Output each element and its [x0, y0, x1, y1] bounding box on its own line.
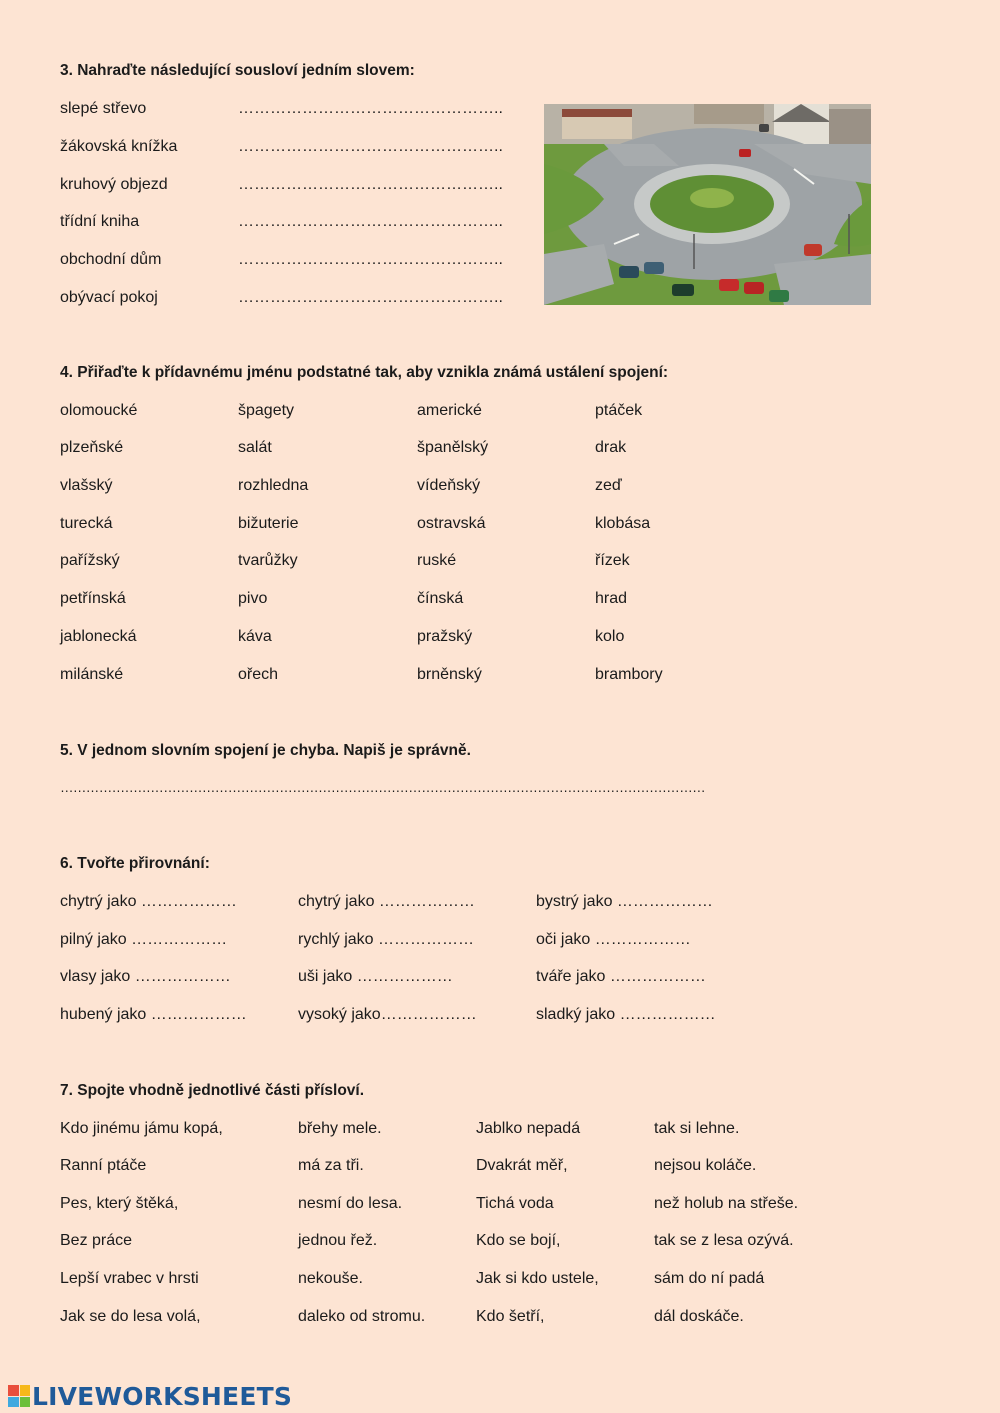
proverb-part[interactable]: Jak si kdo ustele,: [476, 1270, 599, 1287]
proverb-part[interactable]: sám do ní padá: [654, 1270, 765, 1287]
noun-item[interactable]: špagety: [238, 402, 295, 419]
noun-item[interactable]: rozhledna: [238, 477, 309, 494]
comparison-item[interactable]: sladký jako ………………: [536, 1006, 716, 1023]
noun-item[interactable]: salát: [238, 439, 272, 456]
answer-blank[interactable]: …………………………………………..: [238, 213, 503, 230]
noun-item[interactable]: bižuterie: [238, 515, 299, 532]
proverb-part[interactable]: jednou řež.: [298, 1232, 378, 1249]
comparison-item[interactable]: chytrý jako ………………: [60, 893, 237, 910]
proverb-part[interactable]: břehy mele.: [298, 1120, 382, 1137]
noun-item[interactable]: hrad: [595, 590, 628, 607]
comparison-item[interactable]: bystrý jako ………………: [536, 893, 713, 910]
proverb-part[interactable]: nesmí do lesa.: [298, 1195, 403, 1212]
proverb-part[interactable]: Lepší vrabec v hrsti: [60, 1270, 199, 1287]
noun-item[interactable]: zeď: [595, 477, 622, 494]
proverb-part[interactable]: Ranní ptáče: [60, 1157, 147, 1174]
adjective-item[interactable]: pražský: [417, 628, 473, 645]
proverb-part[interactable]: nejsou koláče.: [654, 1157, 757, 1174]
adjective-item[interactable]: španělský: [417, 439, 489, 456]
comparison-item[interactable]: pilný jako ………………: [60, 931, 228, 948]
proverb-part[interactable]: Jablko nepadá: [476, 1120, 581, 1137]
adjective-item[interactable]: vídeňský: [417, 477, 481, 494]
section-4-heading: 4. Přiřaďte k přídavnému jménu podstatné tak, aby vznikla známá ustálení spojení:: [60, 364, 669, 381]
phrase-item: slepé střevo: [60, 100, 147, 117]
proverb-part[interactable]: dál doskáče.: [654, 1308, 744, 1325]
comparison-item[interactable]: hubený jako ………………: [60, 1006, 247, 1023]
comparison-item[interactable]: vlasy jako ………………: [60, 968, 231, 985]
phrase-item: třídní kniha: [60, 213, 140, 230]
adjective-item[interactable]: plzeňské: [60, 439, 124, 456]
roundabout-photo: [544, 104, 871, 305]
phrase-item: kruhový objezd: [60, 176, 168, 193]
answer-line[interactable]: ……………………………………………………………………………………………………………………………………: [60, 780, 706, 795]
proverb-part[interactable]: Jak se do lesa volá,: [60, 1308, 201, 1325]
proverb-part[interactable]: než holub na střeše.: [654, 1195, 799, 1212]
proverb-part[interactable]: Dvakrát měř,: [476, 1157, 568, 1174]
answer-blank[interactable]: …………………………………………..: [238, 176, 503, 193]
adjective-item[interactable]: vlašský: [60, 477, 113, 494]
proverb-part[interactable]: má za tři.: [298, 1157, 364, 1174]
logo-cubes-icon: [8, 1385, 30, 1407]
proverb-part[interactable]: tak si lehne.: [654, 1120, 740, 1137]
noun-item[interactable]: pivo: [238, 590, 268, 607]
proverb-part[interactable]: Pes, který štěká,: [60, 1195, 179, 1212]
answer-blank[interactable]: …………………………………………..: [238, 138, 503, 155]
noun-item[interactable]: řízek: [595, 552, 630, 569]
phrase-item: obchodní dům: [60, 251, 162, 268]
proverb-part[interactable]: Bez práce: [60, 1232, 133, 1249]
section-7-heading: 7. Spojte vhodně jednotlivé části přísloví.: [60, 1082, 365, 1099]
proverb-part[interactable]: Kdo šetří,: [476, 1308, 545, 1325]
adjective-item[interactable]: americké: [417, 402, 482, 419]
proverb-part[interactable]: daleko od stromu.: [298, 1308, 426, 1325]
noun-item[interactable]: tvarůžky: [238, 552, 298, 569]
answer-blank[interactable]: …………………………………………..: [238, 100, 503, 117]
adjective-item[interactable]: olomoucké: [60, 402, 138, 419]
adjective-item[interactable]: ruské: [417, 552, 457, 569]
adjective-item[interactable]: ostravská: [417, 515, 486, 532]
comparison-item[interactable]: rychlý jako ………………: [298, 931, 475, 948]
noun-item[interactable]: brambory: [595, 666, 663, 683]
noun-item[interactable]: kolo: [595, 628, 625, 645]
adjective-item[interactable]: petřínská: [60, 590, 126, 607]
noun-item[interactable]: drak: [595, 439, 627, 456]
section-5-heading: 5. V jednom slovním spojení je chyba. Napiš je správně.: [60, 742, 471, 759]
comparison-item[interactable]: chytrý jako ………………: [298, 893, 475, 910]
section-6-heading: 6. Tvořte přirovnání:: [60, 855, 210, 872]
adjective-item[interactable]: milánské: [60, 666, 124, 683]
section-3-heading: 3. Nahraďte následující sousloví jedním slovem:: [60, 62, 415, 79]
noun-item[interactable]: ořech: [238, 666, 279, 683]
comparison-item[interactable]: uši jako ………………: [298, 968, 453, 985]
comparison-item[interactable]: vysoký jako………………: [298, 1006, 477, 1023]
proverb-part[interactable]: tak se z lesa ozývá.: [654, 1232, 794, 1249]
phrase-item: obývací pokoj: [60, 289, 158, 306]
adjective-item[interactable]: turecká: [60, 515, 113, 532]
noun-item[interactable]: káva: [238, 628, 272, 645]
proverb-part[interactable]: Kdo se bojí,: [476, 1232, 561, 1249]
adjective-item[interactable]: brněnský: [417, 666, 482, 683]
adjective-item[interactable]: jablonecká: [60, 628, 137, 645]
adjective-item[interactable]: čínská: [417, 590, 464, 607]
liveworksheets-logo[interactable]: [8, 1382, 292, 1410]
comparison-item[interactable]: tváře jako ………………: [536, 968, 706, 985]
adjective-item[interactable]: pařížský: [60, 552, 120, 569]
proverb-part[interactable]: Kdo jinému jámu kopá,: [60, 1120, 223, 1137]
answer-blank[interactable]: …………………………………………..: [238, 251, 503, 268]
noun-item[interactable]: klobása: [595, 515, 651, 532]
logo-text: LIVEWORKSHEETS: [32, 1381, 293, 1411]
answer-blank[interactable]: …………………………………………..: [238, 289, 503, 306]
proverb-part[interactable]: nekouše.: [298, 1270, 363, 1287]
comparison-item[interactable]: oči jako ………………: [536, 931, 691, 948]
proverb-part[interactable]: Tichá voda: [476, 1195, 554, 1212]
phrase-item: žákovská knížka: [60, 138, 178, 155]
noun-item[interactable]: ptáček: [595, 402, 643, 419]
